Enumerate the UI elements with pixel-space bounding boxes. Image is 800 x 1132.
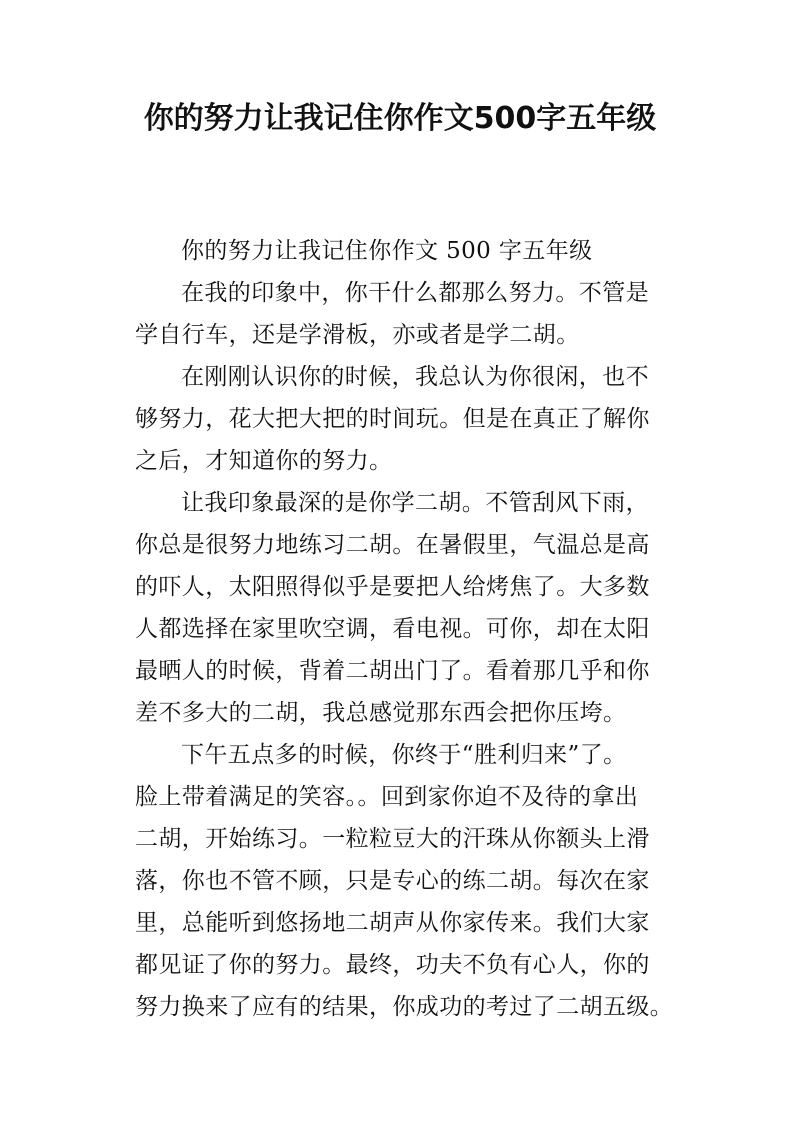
body-line: 努力换来了应有的结果，你成功的考过了二胡五级。 xyxy=(135,994,674,1020)
body-line: 在我的印象中，你干什么都那么努力。不管是 xyxy=(181,280,649,306)
body-line: 你的努力让我记住你作文 500 字五年级 xyxy=(181,238,593,264)
body-line: 学自行车，还是学滑板，亦或者是学二胡。 xyxy=(135,322,580,348)
body-line: 里，总能听到悠扬地二胡声从你家传来。我们大家 xyxy=(135,910,650,936)
body-line: 之后，才知道你的努力。 xyxy=(135,448,393,474)
page-title: 你的努力让我记住你作文500字五年级 xyxy=(143,101,657,136)
body-line: 你总是很努力地练习二胡。在暑假里，气温总是高 xyxy=(135,532,650,558)
body-line: 在刚刚认识你的时候，我总认为你很闲，也不 xyxy=(181,364,649,390)
body-line: 二胡，开始练习。一粒粒豆大的汗珠从你额头上滑 xyxy=(135,826,650,852)
body-line: 脸上带着满足的笑容。。回到家你迫不及待的拿出 xyxy=(135,784,639,810)
body-line: 最晒人的时候，背着二胡出门了。看着那几乎和你 xyxy=(135,658,650,684)
body-line: 差不多大的二胡，我总感觉那东西会把你压垮。 xyxy=(135,700,627,726)
body-line: 人都选择在家里吹空调，看电视。可你，却在太阳 xyxy=(135,616,650,642)
body-line: 都见证了你的努力。最终，功夫不负有心人，你的 xyxy=(135,952,650,978)
body-line: 的吓人，太阳照得似乎是要把人给烤焦了。大多数 xyxy=(135,574,650,600)
body-line: 下午五点多的时候，你终于“胜利归来”了。 xyxy=(181,742,627,768)
body-line: 够努力，花大把大把的时间玩。但是在真正了解你 xyxy=(135,406,650,432)
body-line: 让我印象最深的是你学二胡。不管刮风下雨， xyxy=(181,490,649,516)
article-body xyxy=(135,230,675,1028)
body-line: 落，你也不管不顾，只是专心的练二胡。每次在家 xyxy=(135,868,650,894)
